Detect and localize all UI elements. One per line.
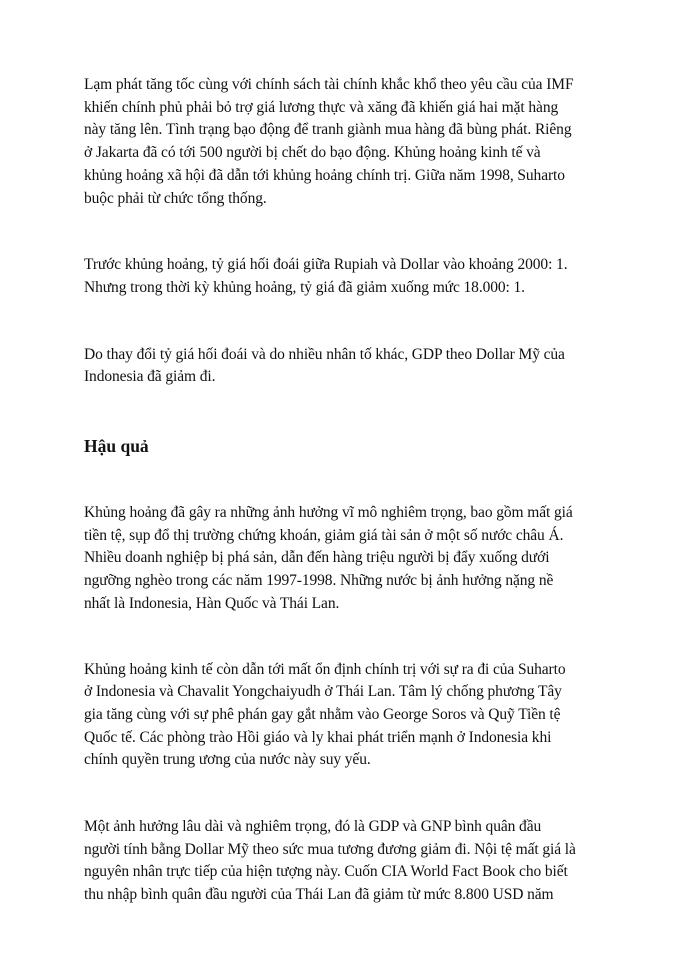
text-line: này tăng lên. Tình trạng bạo động để tranh giành mua hàng đã bùng phát. Riêng	[84, 121, 572, 139]
text-line: thu nhập bình quân đầu người của Thái Lan đã giảm từ mức 8.800 USD năm	[84, 886, 554, 904]
text-line: Indonesia đã giảm đi.	[84, 368, 216, 386]
text-line: Khủng hoảng kinh tế còn dẫn tới mất ổn định chính trị với sự ra đi của Suharto	[84, 660, 566, 678]
text-line: khiến chính phủ phải bỏ trợ giá lương thực và xăng đã khiến giá hai mặt hàng	[84, 98, 559, 116]
paragraph-macro-impacts	[84, 502, 644, 616]
paragraph-political-instability	[84, 659, 644, 773]
document-body	[84, 74, 644, 907]
text-line: nguyên nhân trực tiếp của hiện tượng này. Cuốn CIA World Fact Book cho biết	[84, 863, 568, 881]
text-line: gia tăng cùng với sự phê phán gay gắt nhằm vào George Soros và Quỹ Tiền tệ	[84, 705, 561, 723]
text-line: Một ảnh hưởng lâu dài và nghiêm trọng, đó là GDP và GNP bình quân đầu	[84, 818, 542, 836]
text-line: Khủng hoảng đã gây ra những ảnh hưởng vĩ mô nghiêm trọng, bao gồm mất giá	[84, 504, 573, 522]
text-line: Do thay đổi tỷ giá hối đoái và do nhiều nhân tố khác, GDP theo Dollar Mỹ của	[84, 345, 565, 363]
paragraph-exchange-rate	[84, 254, 644, 299]
section-heading-consequences: Hậu quả	[84, 436, 149, 457]
text-line: ở Jakarta đã có tới 500 người bị chết do bạo động. Khủng hoảng kinh tế và	[84, 144, 541, 162]
text-line: ngưỡng nghèo trong các năm 1997-1998. Những nước bị ảnh hưởng nặng nề	[84, 572, 554, 590]
paragraph-long-term-effects	[84, 816, 644, 907]
text-line: người tính bằng Dollar Mỹ theo sức mua tương đương giảm đi. Nội tệ mất giá là	[84, 840, 576, 858]
text-line: Quốc tế. Các phòng trào Hồi giáo và ly khai phát triển mạnh ở Indonesia khi	[84, 728, 552, 746]
text-line: buộc phải từ chức tổng thống.	[84, 189, 267, 207]
paragraph-gdp-decline	[84, 344, 644, 389]
text-line: Nhiều doanh nghiệp bị phá sản, dẫn đến hàng triệu người bị đẩy xuống dưới	[84, 549, 550, 567]
text-line: ở Indonesia và Chavalit Yongchaiyudh ở Thái Lan. Tâm lý chống phương Tây	[84, 683, 562, 701]
text-line: nhất là Indonesia, Hàn Quốc và Thái Lan.	[84, 594, 340, 612]
text-line: Lạm phát tăng tốc cùng với chính sách tài chính khắc khổ theo yêu cầu của IMF	[84, 76, 574, 93]
text-line: khủng hoảng xã hội đã dẫn tới khủng hoảng chính trị. Giữa năm 1998, Suharto	[84, 166, 565, 184]
text-line: tiền tệ, sụp đổ thị trường chứng khoán, giảm giá tài sản ở một số nước châu Á.	[84, 526, 564, 544]
text-line: Trước khủng hoảng, tỷ giá hối đoái giữa Rupiah và Dollar vào khoảng 2000: 1.	[84, 256, 568, 274]
text-line: Nhưng trong thời kỳ khủng hoảng, tỷ giá đã giảm xuống mức 18.000: 1.	[84, 278, 525, 296]
paragraph-inflation-riots	[84, 74, 644, 210]
text-line: chính quyền trung ương của nước này suy yếu.	[84, 751, 371, 769]
